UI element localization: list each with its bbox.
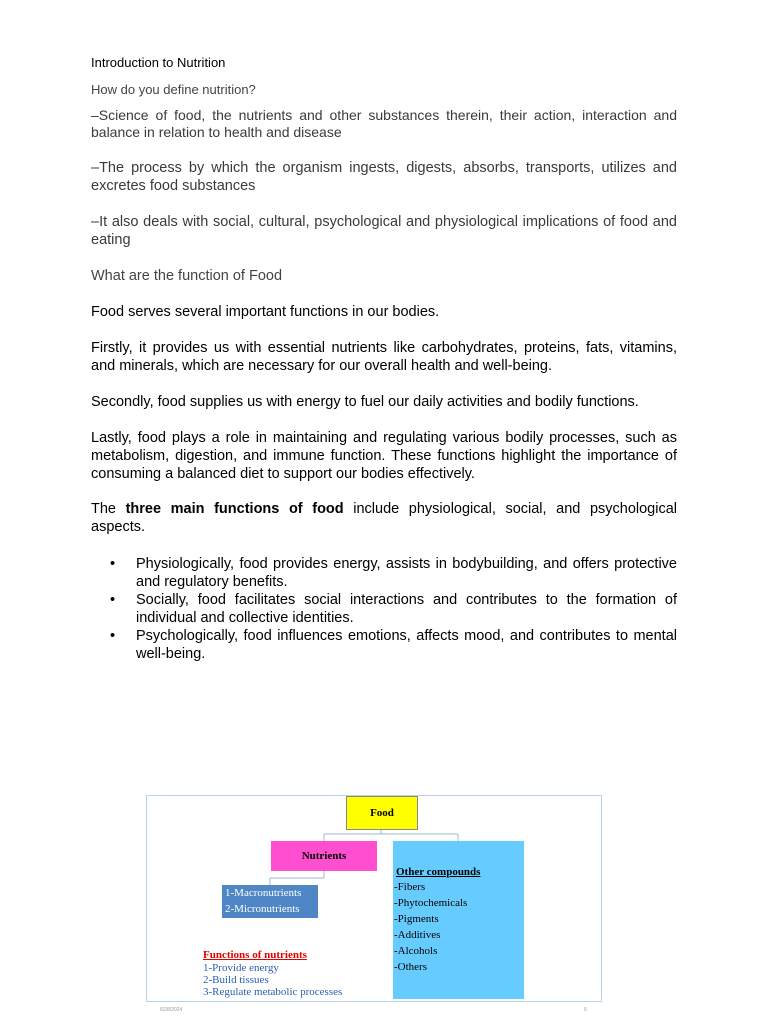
bullet-text: Psychologically, food influences emotions, affects mood, and contributes to mental well-being. <box>136 628 677 662</box>
food-diagram-slide <box>146 795 602 1013</box>
other-item-additives: -Additives <box>394 929 441 941</box>
three-functions-suffix: include physiological, social, and psychological aspects. <box>91 501 677 535</box>
function-item-1: 1-Provide energy <box>203 962 279 974</box>
macronutrients-box <box>222 885 318 918</box>
other-item-alcohols: -Alcohols <box>394 945 438 957</box>
bullet-icon: • <box>110 592 116 608</box>
bullet-text: Socially, food facilitates social interactions and contributes to the formation of individual and collective identities. <box>136 592 677 626</box>
definition-question: How do you define nutrition? <box>91 82 256 97</box>
definition-3: –It also deals with social, cultural, psychological and physiological implications of food and eating <box>91 214 677 248</box>
definition-1: –Science of food, the nutrients and other substances therein, their action, interaction and balance in relation to health and disease <box>91 107 677 140</box>
slide-footer-date: 6/28/2024 <box>160 1007 183 1013</box>
other-item-others: -Others <box>394 961 427 973</box>
three-functions-prefix: The <box>91 501 126 517</box>
other-item-phytochemicals: -Phytochemicals <box>394 897 468 909</box>
paragraph-4: Lastly, food plays a role in maintaining and regulating various bodily processes, such as metabolism, digestion, and immune function. These functions highlight the importance of consuming a balanced diet to support our bodies effectively. <box>91 430 677 482</box>
three-functions-paragraph <box>91 500 677 536</box>
paragraph-2: Firstly, it provides us with essential nutrients like carbohydrates, proteins, fats, vitamins, and minerals, which are necessary for our overall health and well-being. <box>91 340 677 374</box>
food-box: Food <box>346 796 418 830</box>
functions-of-nutrients-title: Functions of nutrients <box>203 949 307 961</box>
definition-2: –The process by which the organism ingests, digests, absorbs, transports, utilizes and excretes food substances <box>91 160 677 194</box>
macro-item-2: 2-Micronutrients <box>225 903 300 915</box>
function-item-3: 3-Regulate metabolic processes <box>203 986 343 998</box>
bullet-item-psychological <box>110 627 677 663</box>
other-compounds-box <box>393 841 524 999</box>
nutrients-box: Nutrients <box>271 841 377 871</box>
other-item-pigments: -Pigments <box>394 913 439 925</box>
bullet-text: Physiologically, food provides energy, assists in bodybuilding, and offers protective and regulatory benefits. <box>136 556 677 590</box>
bullet-item-physiological <box>110 555 677 591</box>
other-compounds-title: Other compounds <box>396 866 481 878</box>
document-title: Introduction to Nutrition <box>91 55 226 70</box>
three-functions-bold: three main functions of food <box>125 501 344 517</box>
bullet-icon: • <box>110 556 116 572</box>
bullet-item-social <box>110 591 677 627</box>
functions-of-nutrients-list <box>203 962 342 998</box>
function-question: What are the function of Food <box>91 268 283 284</box>
paragraph-1: Food serves several important functions in our bodies. <box>91 304 440 320</box>
functions-bullet-list <box>91 555 677 663</box>
paragraph-3: Secondly, food supplies us with energy to fuel our daily activities and bodily functions. <box>91 394 639 410</box>
macro-item-1: 1-Macronutrients <box>225 887 302 899</box>
other-item-fibers: -Fibers <box>394 881 426 893</box>
slide-page-number: 5 <box>584 1007 587 1013</box>
bullet-icon: • <box>110 628 116 644</box>
function-item-2: 2-Build tissues <box>203 974 269 986</box>
